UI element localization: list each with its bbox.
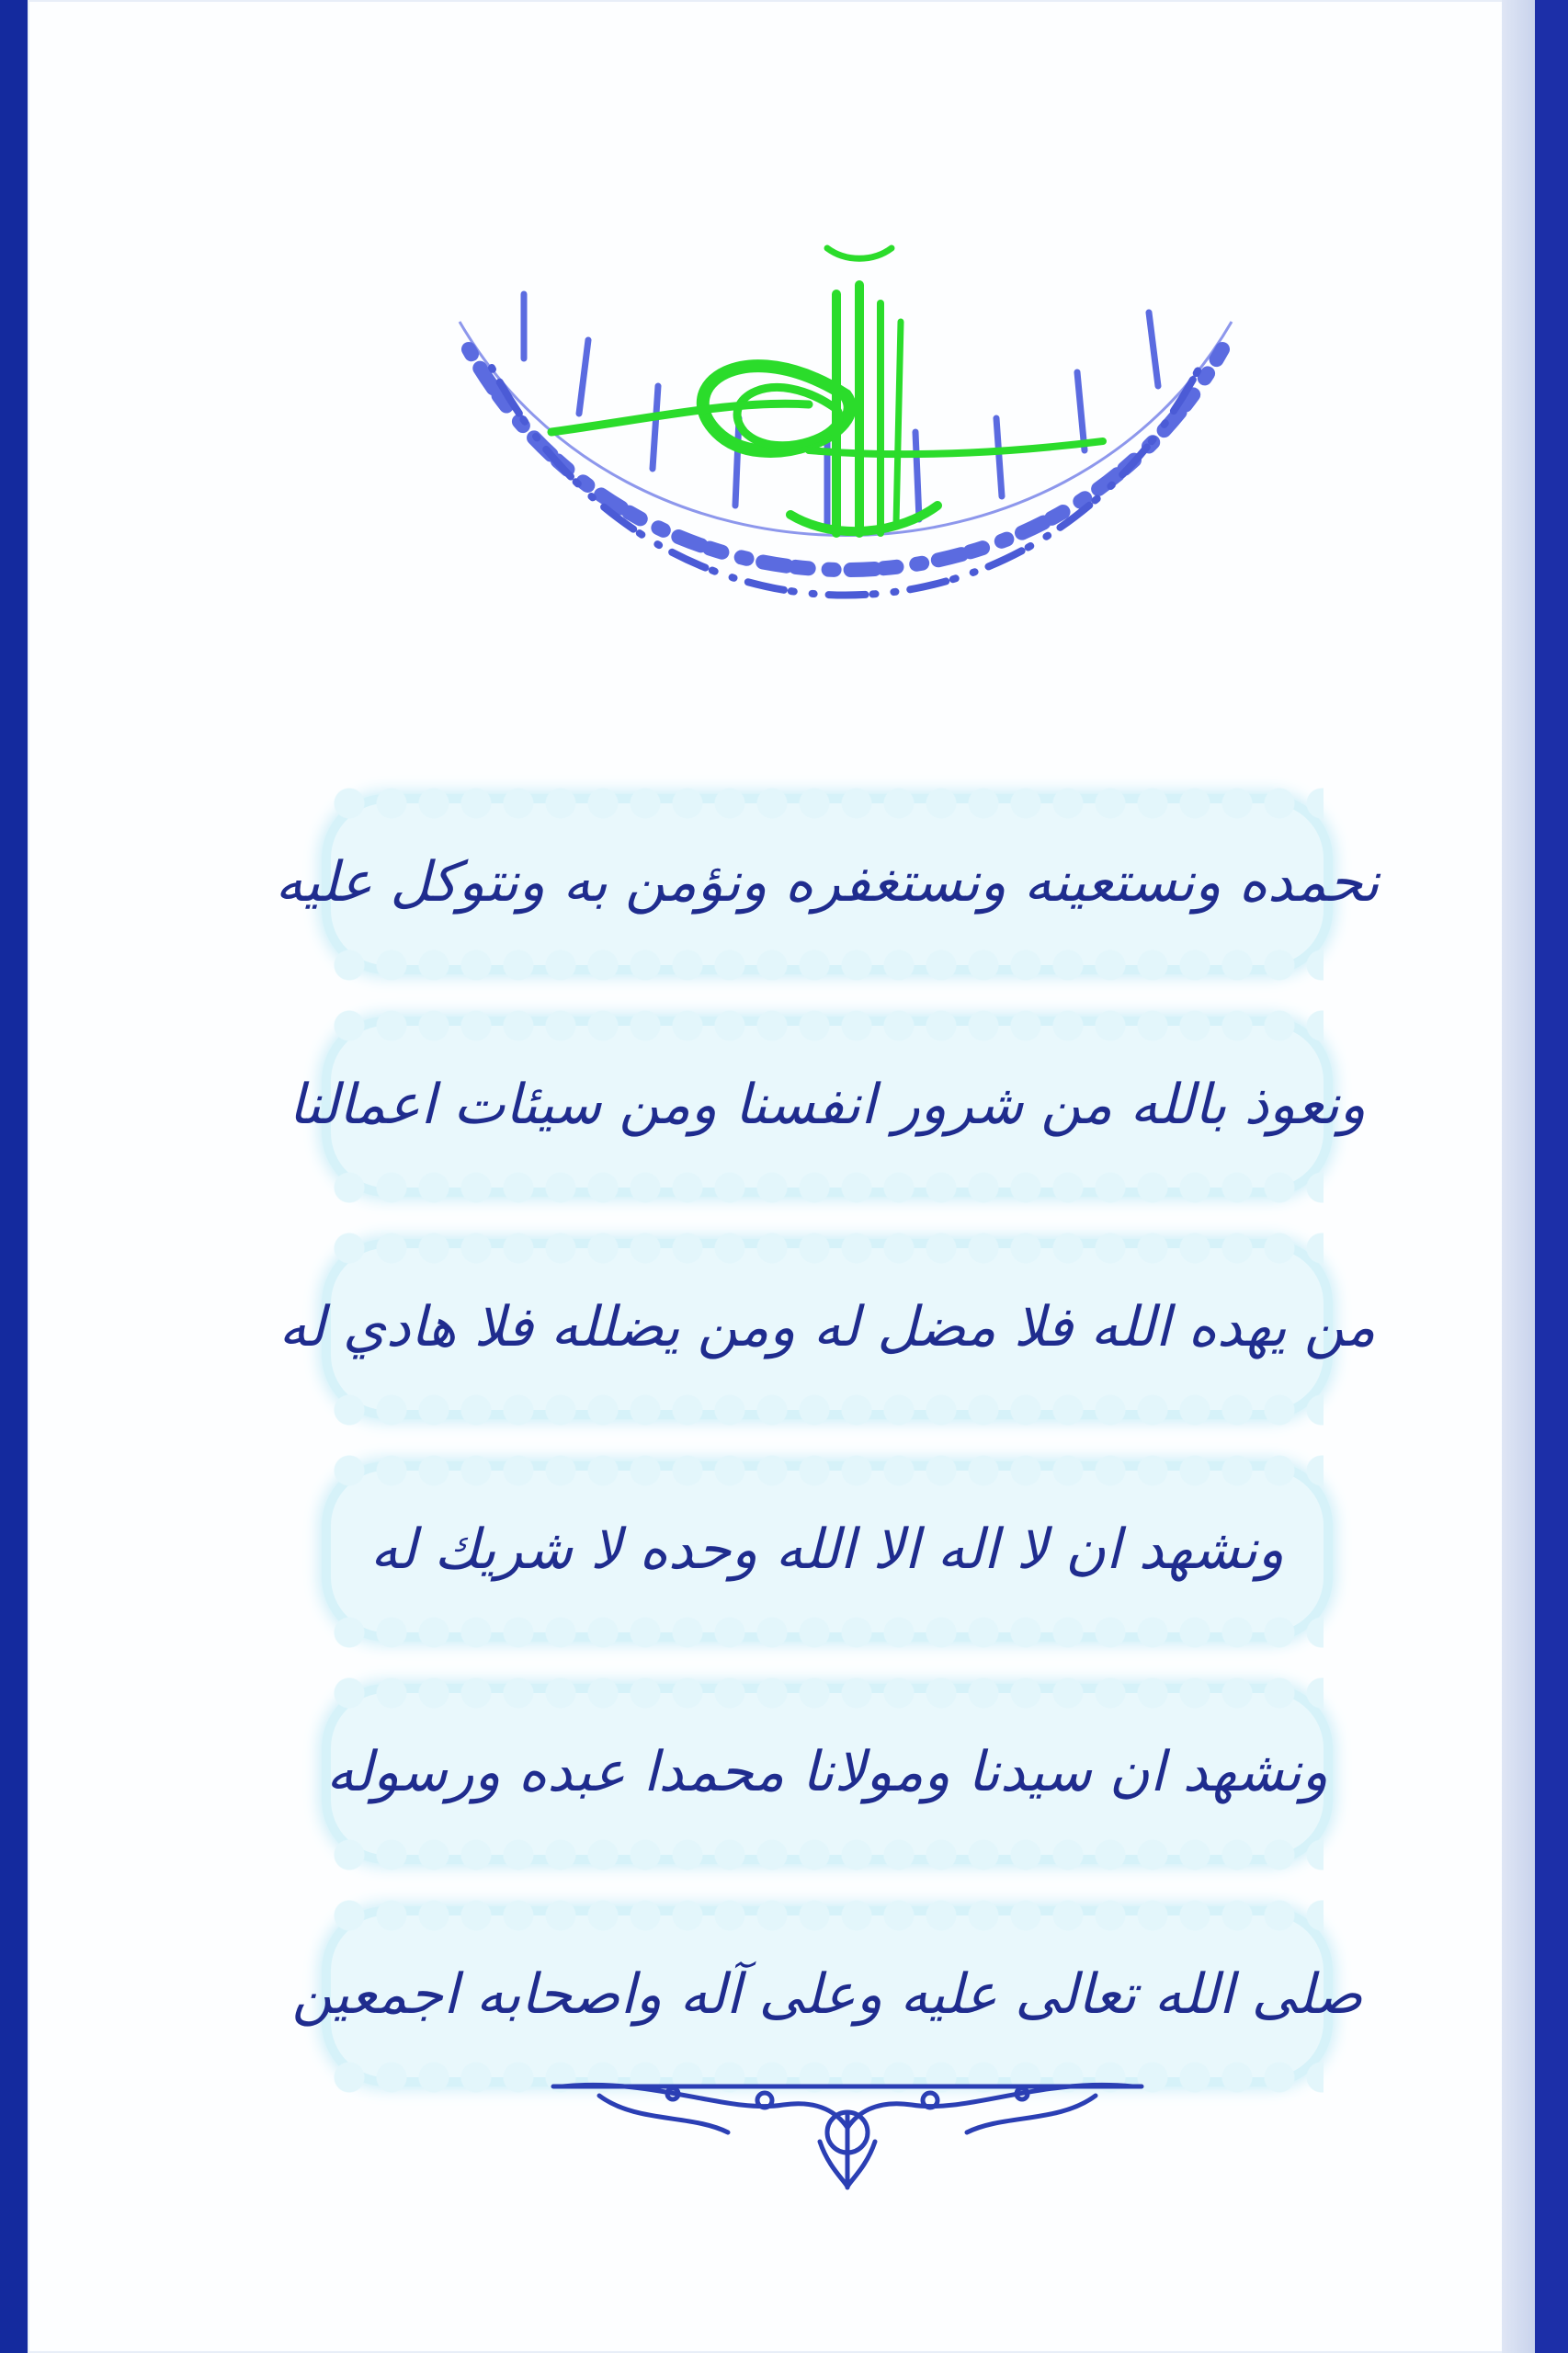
page-right-edge: [1502, 0, 1535, 2353]
verse-list: [275, 790, 1380, 2125]
floral-ornament-divider: [544, 2059, 1151, 2197]
verse-text: نحمده ونستعينه ونستغفره ونؤمن به ونتوكل عليه: [275, 850, 1380, 915]
header-calligraphy-emblem: [441, 211, 1250, 726]
verse-line: [288, 1013, 1367, 1197]
verse-text: صلى الله تعالى عليه وعلى آله واصحابه اجمعين: [291, 1962, 1363, 2027]
verse-line: [275, 790, 1380, 974]
verse-text: ونشهد ان سيدنا ومولانا محمدا عبده ورسوله: [326, 1740, 1328, 1804]
verse-text: ونشهد ان لا اله الا الله وحده لا شريك له: [369, 1518, 1285, 1582]
verse-line: [331, 1458, 1324, 1642]
verse-line: [278, 1235, 1376, 1419]
verse-text: ونعوذ بالله من شرور انفسنا ومن سيئات اعمالنا: [288, 1073, 1367, 1137]
verse-line: [326, 1680, 1328, 1864]
page-binding-edge: [0, 0, 28, 2353]
verse-text: من يهده الله فلا مضل له ومن يضلله فلا هادي له: [278, 1295, 1376, 1359]
